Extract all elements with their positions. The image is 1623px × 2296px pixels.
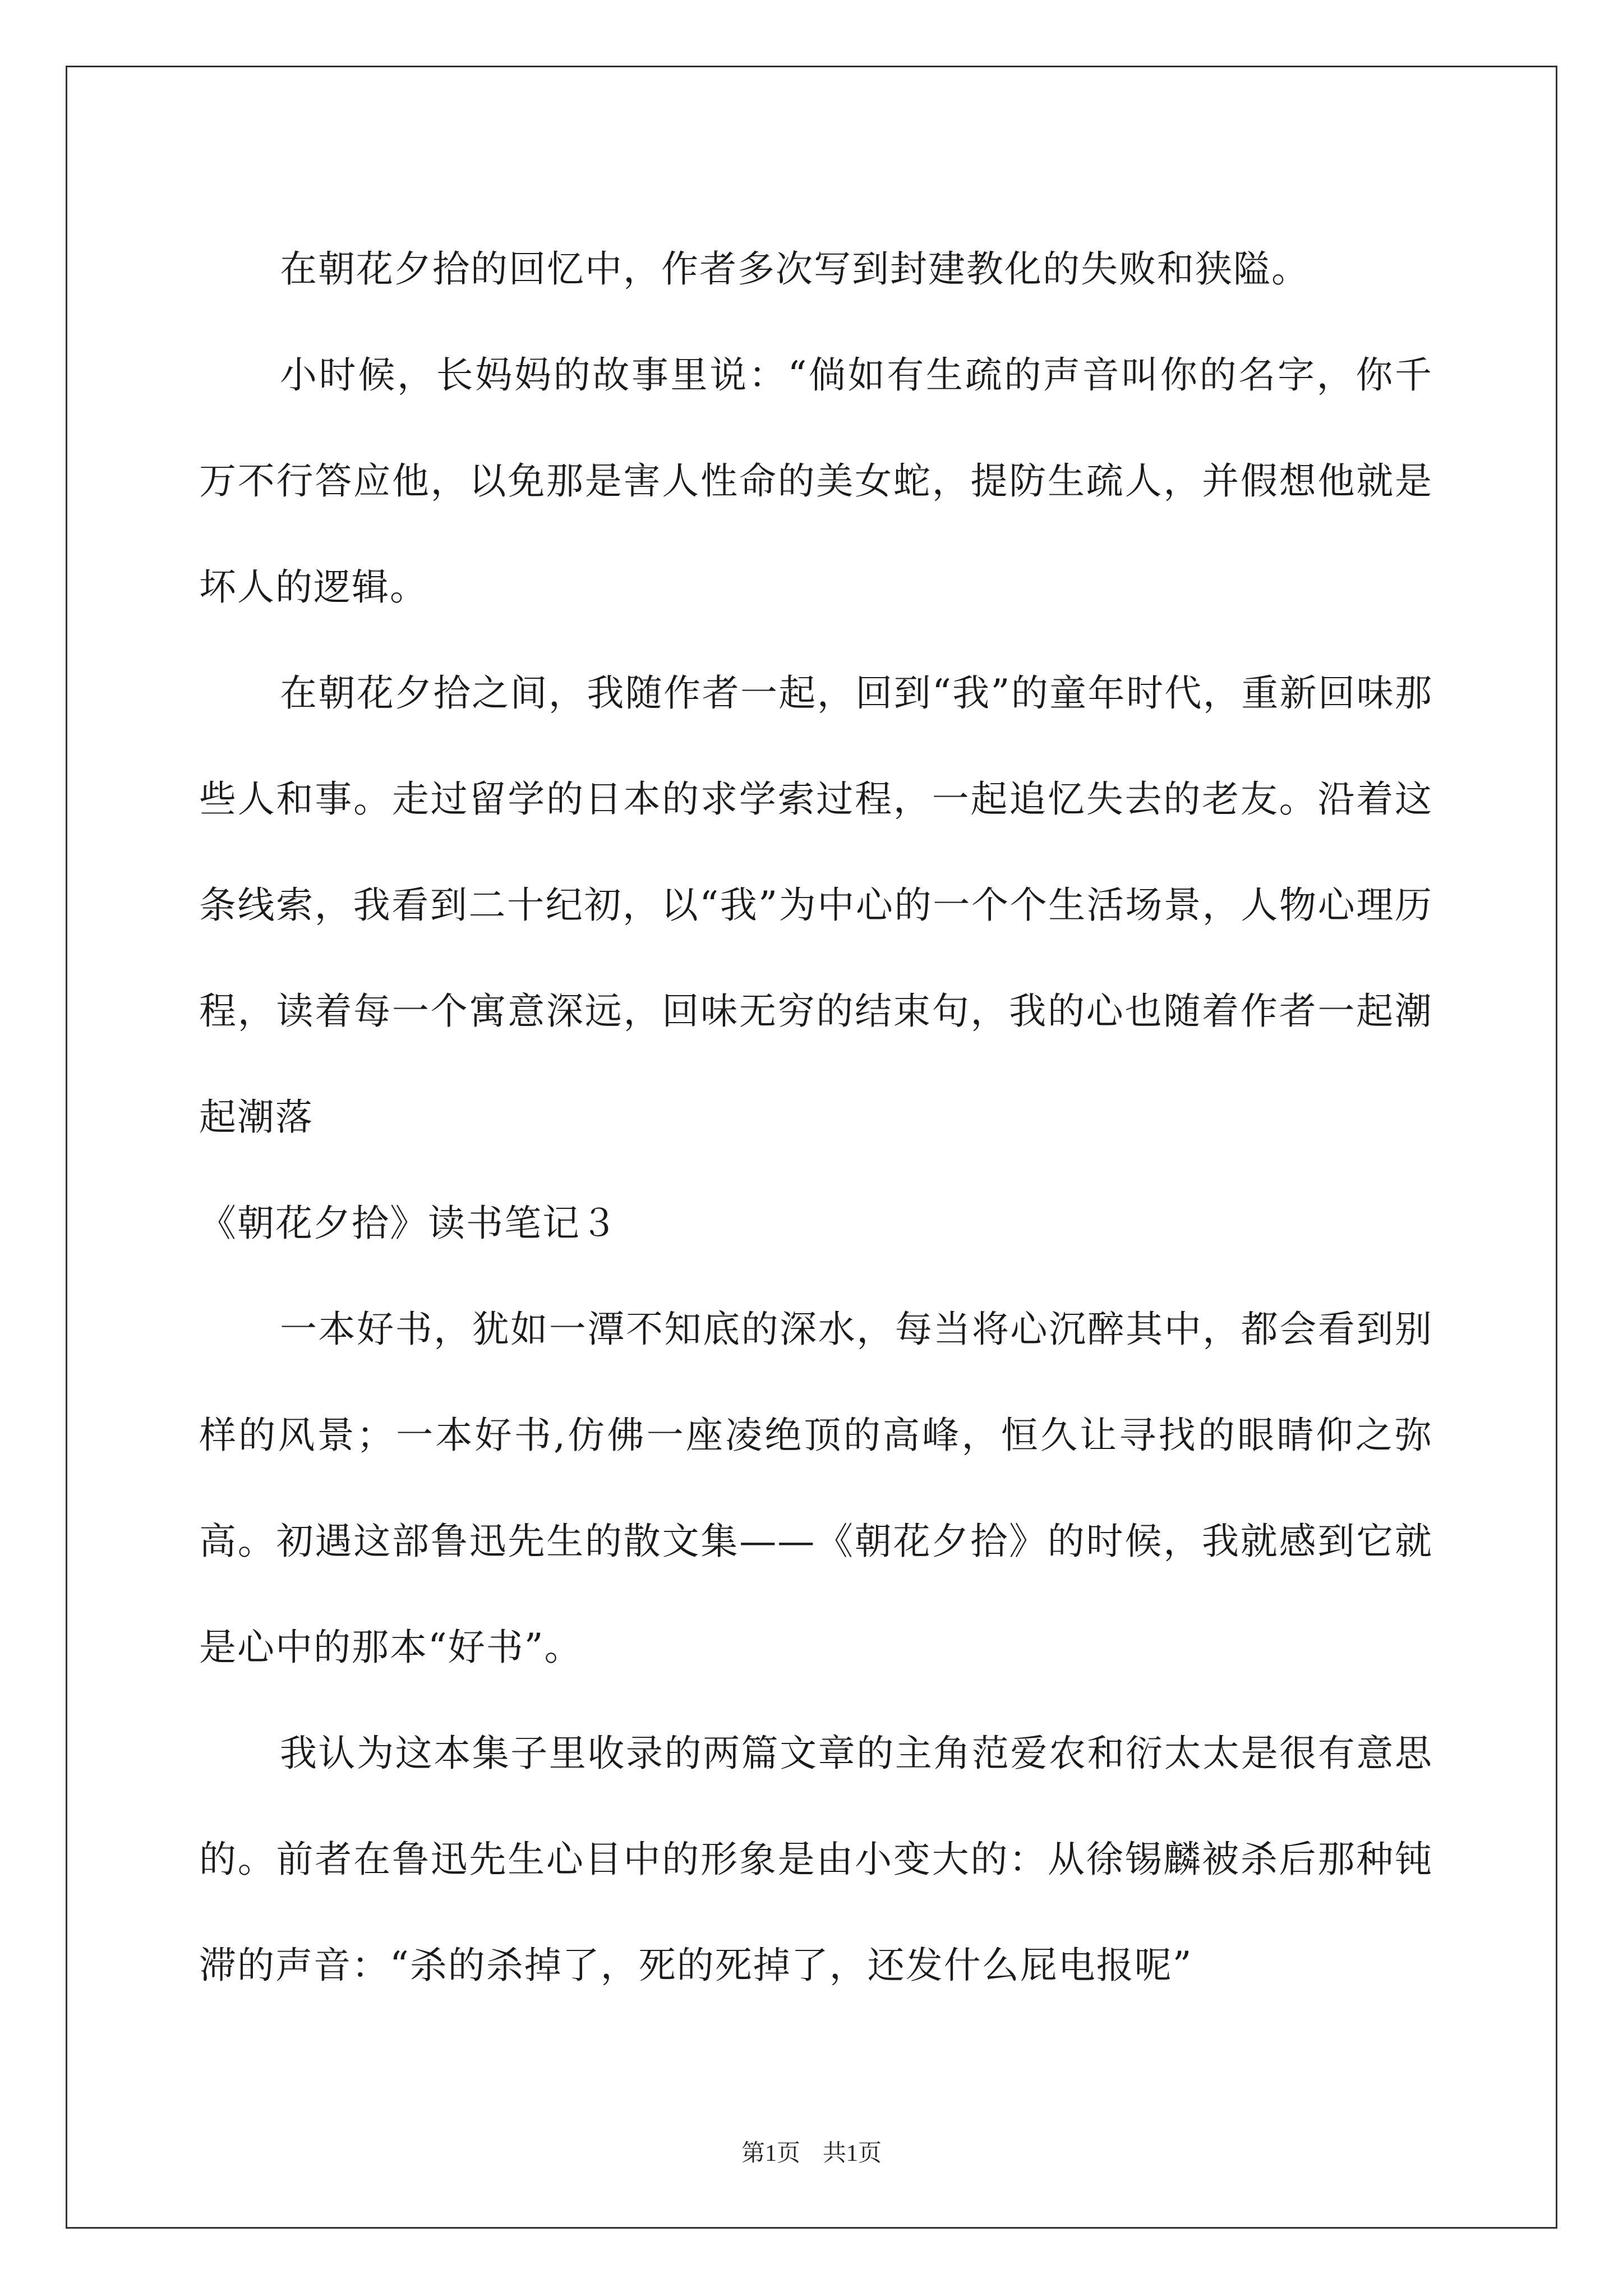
section-heading: 《朝花夕拾》读书笔记３ bbox=[199, 1202, 619, 1245]
paragraph-2: 小时候，长妈妈的故事里说：“倘如有生疏的声音叫你的名字，你千万不行答应他，以免那是害人性命的美女蛇，提防生疏人，并假想他就是坏人的逻辑。 bbox=[199, 353, 1433, 609]
page-number: 第1页 bbox=[741, 2141, 800, 2166]
page-total: 共1页 bbox=[823, 2141, 882, 2166]
paragraph-3: 在朝花夕拾之间，我随作者一起，回到“我”的童年时代，重新回味那些人和事。走过留学的日本的求学索过程，一起追忆失去的老友。沿着这条线索，我看到二十纪初，以“我”为中心的一个个生活场景，人物心理历程，读着每一个寓意深远，回味无穷的结束句，我的心也随着作者一起潮起潮落 bbox=[199, 671, 1433, 1139]
paragraph-5: 我认为这本集子里收录的两篇文章的主角范爱农和衍太太是很有意思的。前者在鲁迅先生心目中的形象是由小变大的：从徐锡麟被杀后那种钝滞的声音：“杀的杀掉了，死的死掉了，还发什么屁电报呢” bbox=[199, 1732, 1433, 1987]
paragraph-4: 一本好书，犹如一潭不知底的深水，每当将心沉醉其中，都会看到别样的风景；一本好书,仿佛一座凌绝顶的高峰，恒久让寻找的眼睛仰之弥高。初遇这部鲁迅先生的散文集——《朝花夕拾》的时候，我就感到它就是心中的那本“好书”。 bbox=[199, 1308, 1433, 1669]
paragraph-1: 在朝花夕拾的回忆中，作者多次写到封建教化的失败和狭隘。 bbox=[280, 247, 1310, 291]
document-body bbox=[199, 216, 1433, 2018]
page-footer bbox=[0, 2134, 1623, 2168]
